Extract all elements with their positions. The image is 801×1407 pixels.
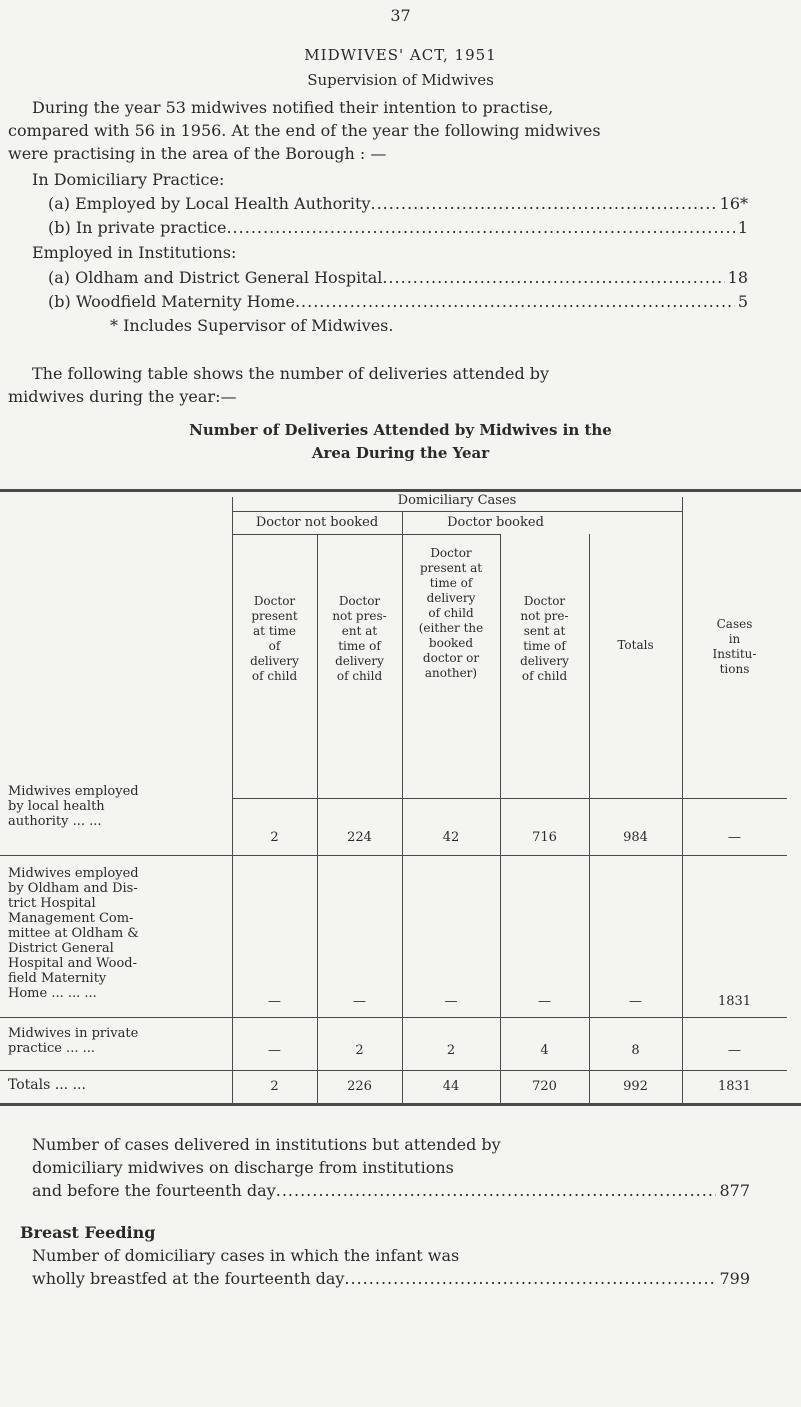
table-cell: 2 (355, 1043, 364, 1058)
footnote: * Includes Supervisor of Midwives. (110, 316, 394, 335)
table-intro-line-2: midwives during the year:— (8, 387, 237, 406)
table-col-rule (232, 497, 233, 1105)
column-header: Doctor not pre- sent at time of delivery of child (520, 594, 569, 683)
table-cell: 224 (347, 830, 372, 845)
table-rule (232, 511, 682, 512)
subgroup-header-not-booked: Doctor not booked (255, 515, 379, 530)
column-header: Doctor present at time of delivery of child (either the booked doctor or another) (418, 546, 484, 680)
table-cell: — (538, 994, 551, 1009)
row-label: Midwives in private practice ... ... (8, 1026, 139, 1056)
table-cell: 2 (446, 1043, 456, 1058)
intro-line-1: During the year 53 midwives notified their intention to practise, (32, 98, 554, 117)
table-cell: 8 (631, 1043, 640, 1058)
table-cell: 2 (270, 1079, 279, 1094)
table-cell: 1831 (717, 994, 752, 1009)
domiciliary-item (48, 218, 748, 237)
table-cell: 4 (540, 1043, 549, 1058)
institution-item (48, 268, 748, 287)
institution-item (48, 292, 748, 311)
after-table-value: 877 (719, 1181, 750, 1200)
table-col-rule (682, 497, 683, 1105)
row-label: Midwives employed by Oldham and Dis- trict Hospital Management Com- mittee at Oldham & District General Hospital and Wood- field Maternity Home ... ... ... (8, 866, 139, 1001)
table-rule (232, 534, 500, 535)
table-rule (0, 1070, 787, 1071)
after-table-total (32, 1181, 750, 1200)
breast-feeding-line-1: Number of domiciliary cases in which the infant was (32, 1246, 460, 1265)
domiciliary-item-value: 16* (719, 194, 748, 213)
after-table-line-3: and before the fourteenth day (32, 1181, 276, 1200)
table-cell: — (353, 994, 366, 1009)
row-label: Midwives employed by local health authority ... ... (8, 784, 139, 829)
group-header-domiciliary: Domiciliary Cases (397, 493, 517, 508)
intro-line-3: were practising in the area of the Borough : — (8, 144, 387, 163)
institution-item-label: (a) Oldham and District General Hospital (48, 268, 383, 287)
table-col-rule (589, 534, 590, 1105)
breast-feeding-total (32, 1269, 750, 1288)
domiciliary-item-label: (b) In private practice (48, 218, 227, 237)
table-cell: 716 (532, 830, 557, 845)
institution-item-value: 5 (737, 292, 748, 311)
table-top-rule (0, 489, 801, 492)
subgroup-header-booked: Doctor booked (447, 515, 544, 530)
table-cell: 720 (532, 1079, 557, 1094)
table-cell: 2 (270, 830, 279, 845)
table-cell: — (268, 1043, 281, 1058)
column-header: Cases in Institu- tions (712, 617, 757, 676)
table-cell: 992 (623, 1079, 648, 1094)
breast-feeding-line-2: wholly breastfed at the fourteenth day (32, 1269, 345, 1288)
table-cell: 44 (442, 1079, 460, 1094)
table-cell: — (444, 994, 458, 1009)
table-rule (0, 855, 787, 856)
page-number: 37 (390, 6, 411, 25)
row-label-totals: Totals ... ... (8, 1077, 86, 1093)
breast-feeding-heading: Breast Feeding (20, 1223, 156, 1242)
after-table-line-1: Number of cases delivered in institutions but attended by (32, 1135, 501, 1154)
table-cell: 984 (623, 830, 648, 845)
after-table-line-2: domiciliary midwives on discharge from institutions (32, 1158, 454, 1177)
table-title-line-2: Area During the Year (311, 444, 490, 462)
section-subtitle: Supervision of Midwives (307, 71, 494, 89)
breast-feeding-value: 799 (719, 1269, 750, 1288)
table-cell: — (728, 830, 741, 845)
column-header: Doctor present at time of delivery of child (250, 594, 299, 683)
table-cell: 226 (347, 1079, 372, 1094)
column-header: Totals (617, 638, 654, 652)
domiciliary-item-value: 1 (737, 218, 748, 237)
table-rule (0, 1017, 787, 1018)
institution-item-label: (b) Woodfield Maternity Home (48, 292, 295, 311)
table-title-line-1: Number of Deliveries Attended by Midwives in the (189, 421, 612, 439)
domiciliary-item (48, 194, 748, 213)
table-cell: — (268, 994, 281, 1009)
table-intro-line-1: The following table shows the number of deliveries attended by (32, 364, 550, 383)
domiciliary-heading: In Domiciliary Practice: (32, 170, 225, 189)
table-cell: 1831 (717, 1079, 752, 1094)
section-title: MIDWIVES' ACT, 1951 (304, 46, 497, 64)
table-bottom-rule (0, 1103, 801, 1106)
table-cell: — (629, 994, 642, 1009)
table-cell: — (728, 1043, 741, 1058)
table-rule (232, 798, 787, 799)
institutions-heading: Employed in Institutions: (32, 243, 237, 262)
institution-item-value: 18 (727, 268, 748, 287)
table-cell: 42 (442, 830, 460, 845)
intro-line-2: compared with 56 in 1956. At the end of the year the following midwives (8, 121, 601, 140)
column-header: Doctor not pres- ent at time of delivery of child (332, 594, 387, 683)
domiciliary-item-label: (a) Employed by Local Health Authority (48, 194, 371, 213)
